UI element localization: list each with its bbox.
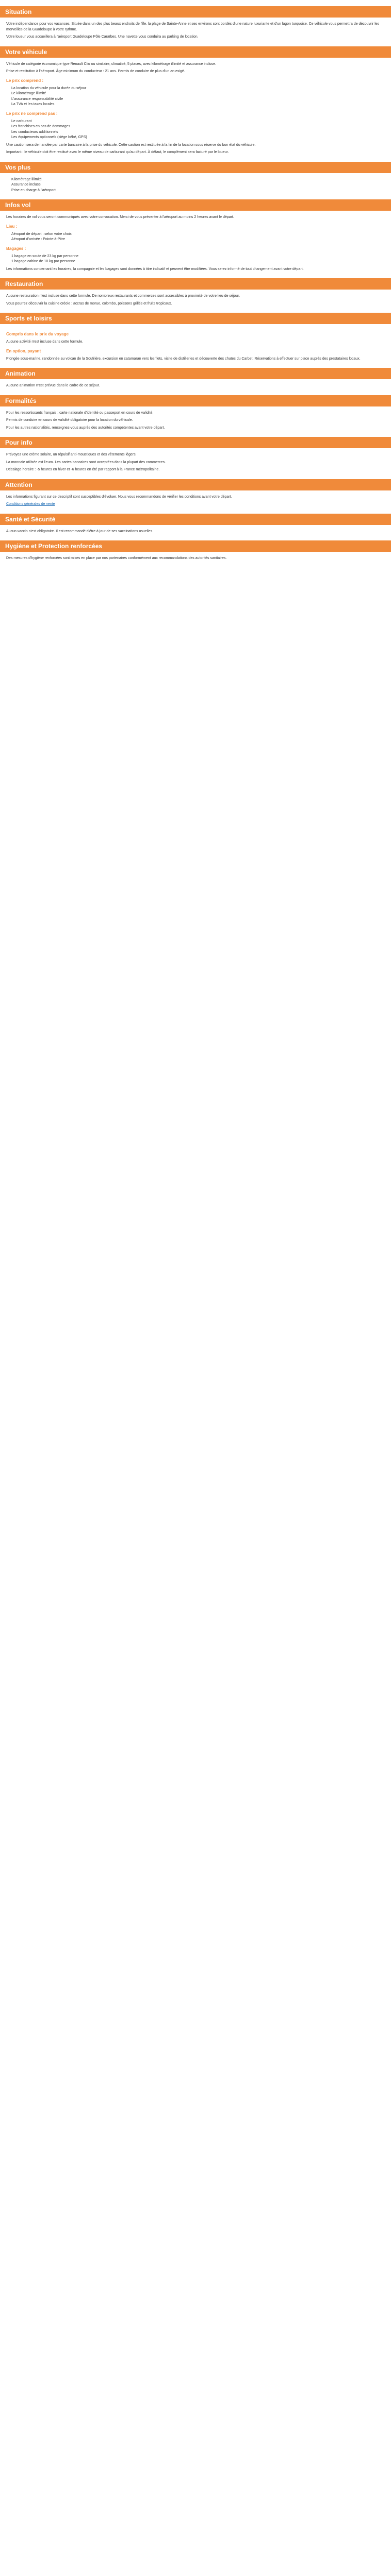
plus-list — [6, 177, 385, 194]
restauration-p2: Vous pourrez découvrir la cuisine créole : accras de morue, colombo, poissons grillés et fruits tropicaux. — [6, 301, 172, 306]
list-item: La TVA et les taxes locales — [11, 103, 55, 106]
vehicule-includes-list — [6, 86, 385, 108]
vehicule-p1: Véhicule de catégorie économique type Renault Clio ou similaire, climatisé, 5 places, avec kilométrage illimité et assurance incluse. — [6, 62, 216, 66]
section-header-sports: Sports et loisirs — [0, 313, 391, 324]
section-header-hygiene: Hygiène et Protection renforcées — [0, 540, 391, 552]
section-header-formalites: Formalités — [0, 395, 391, 406]
infos-vol-lieu-heading: Lieu : — [6, 224, 18, 229]
vehicule-excludes-heading: Le prix ne comprend pas : — [6, 111, 58, 116]
vehicule-includes-heading: Le prix comprend : — [6, 78, 44, 83]
bottom-spacer — [0, 564, 391, 569]
pour-info-p1: Prévoyez une crème solaire, un répulsif anti-moustiques et des vêtements légers. — [6, 453, 137, 456]
list-item: Le carburant — [11, 119, 32, 123]
animation-section — [0, 379, 391, 389]
list-item: Les conducteurs additionnels — [11, 130, 58, 134]
section-header-animation: Animation — [0, 368, 391, 379]
infos-vol-p1: Les horaires de vol vous seront communiqués avec votre convocation. Merci de vous présenter à l'aéroport au moins 2 heures avant le départ. — [6, 215, 234, 219]
sports-p1: Aucune activité n'est incluse dans cette formule. — [6, 340, 84, 344]
list-item: Prise en charge à l'aéroport — [11, 188, 56, 192]
situation-p2: Votre loueur vous accueillera à l'aéroport Guadeloupe Pôle Caraïbes. Une navette vous conduira au parking de location. — [6, 35, 199, 39]
list-item: Aéroport de départ : selon votre choix — [11, 232, 72, 236]
restauration-p1: Aucune restauration n'est incluse dans cette formule. De nombreux restaurants et commerces sont accessibles à proximité de votre lieu de séjour. — [6, 294, 240, 298]
pour-info-p3: Décalage horaire : -5 heures en hiver et -6 heures en été par rapport à la France métropolitaine. — [6, 468, 160, 471]
vehicule-p4: Important : le véhicule doit être restitué avec le même niveau de carburant qu'au départ. À défaut, le complément sera facturé par le loueur. — [6, 150, 229, 154]
sports-heading-2: En option, payant — [6, 348, 41, 353]
situation-p1: Votre indépendance pour vos vacances. Située dans un des plus beaux endroits de l'île, la plage de Sainte-Anne et ses environs sont bordés d'une nature luxuriante et d'un lagon turquoise. Ce véhicule vous permettra de découvrir les merveilles de la Guadeloupe à votre rythme. — [6, 22, 380, 31]
list-item: Aéroport d'arrivée : Pointe-à-Pitre — [11, 238, 66, 241]
page — [0, 6, 391, 569]
vehicule-p3: Une caution sera demandée par carte bancaire à la prise du véhicule. Cette caution est restituée à la fin de la location sous réserve du bon état du véhicule. — [6, 143, 256, 147]
situation-section — [0, 18, 391, 40]
section-header-plus: Vos plus — [0, 162, 391, 173]
infos-vol-lieu-list — [6, 232, 385, 243]
attention-section — [0, 490, 391, 507]
pour-info-section — [0, 448, 391, 473]
attention-p1: Les informations figurant sur ce descriptif sont susceptibles d'évoluer. Nous vous recommandons de vérifier les conditions avant votre départ. — [6, 495, 232, 499]
section-header-situation: Situation — [0, 6, 391, 18]
infos-vol-bagages-list — [6, 254, 385, 265]
list-item: Assurance incluse — [11, 183, 41, 187]
section-header-infos-vol: Infos vol — [0, 199, 391, 211]
list-item: L'assurance responsabilité civile — [11, 97, 63, 101]
vehicule-p2: Prise et restitution à l'aéroport. Âge minimum du conducteur : 21 ans. Permis de conduire de plus d'un an exigé. — [6, 70, 185, 73]
list-item: La location du véhicule pour la durée du séjour — [11, 86, 87, 90]
formalites-p3: Pour les autres nationalités, renseignez-vous auprès des autorités compétentes avant votre départ. — [6, 426, 165, 430]
list-item: Le kilométrage illimité — [11, 92, 46, 95]
infos-vol-p2: Les informations concernant les horaires, la compagnie et les bagages sont données à titre indicatif et peuvent être modifiées. Vous serez informé de tout changement avant votre départ. — [6, 267, 304, 271]
infos-vol-section — [0, 211, 391, 272]
list-item: 1 bagage cabine de 10 kg par personne — [11, 260, 75, 263]
section-header-restauration: Restauration — [0, 278, 391, 290]
sports-heading-1: Compris dans le prix du voyage — [6, 332, 69, 336]
section-header-sante: Santé et Sécurité — [0, 514, 391, 525]
section-header-attention: Attention — [0, 479, 391, 490]
infos-vol-bagages-heading: Bagages : — [6, 246, 26, 251]
sports-p2: Plongée sous-marine, randonnée au volcan de la Soufrière, excursion en catamaran vers les îlets, visite de distilleries et découverte des chutes du Carbet. Réservations à effectuer sur place auprès des prestataires locaux. — [6, 357, 361, 361]
restauration-section — [0, 290, 391, 307]
animation-p1: Aucune animation n'est prévue dans le cadre de ce séjour. — [6, 384, 100, 387]
formalites-p2: Permis de conduire en cours de validité obligatoire pour la location du véhicule. — [6, 418, 133, 422]
formalites-section — [0, 406, 391, 431]
list-item: Les équipements optionnels (siège bébé, GPS) — [11, 135, 87, 139]
section-header-pour-info: Pour info — [0, 437, 391, 448]
pour-info-p2: La monnaie utilisée est l'euro. Les cartes bancaires sont acceptées dans la plupart des commerces. — [6, 460, 166, 464]
section-header-vehicule: Votre véhicule — [0, 46, 391, 58]
list-item: Kilométrage illimité — [11, 177, 42, 181]
sante-p1: Aucun vaccin n'est obligatoire. Il est recommandé d'être à jour de ses vaccinations usuelles. — [6, 529, 154, 533]
formalites-p1: Pour les ressortissants français : carte nationale d'identité ou passeport en cours de validité. — [6, 411, 154, 415]
sante-section — [0, 525, 391, 535]
plus-section — [0, 173, 391, 194]
sports-section — [0, 324, 391, 362]
list-item: Les franchises en cas de dommages — [11, 125, 71, 128]
vehicule-section — [0, 58, 391, 156]
cgv-link[interactable]: Conditions générales de vente — [6, 502, 55, 506]
hygiene-section — [0, 552, 391, 562]
vehicule-excludes-list — [6, 119, 385, 141]
hygiene-p1: Des mesures d'hygiène renforcées sont mises en place par nos partenaires conformément aux recommandations des autorités sanitaires. — [6, 556, 227, 560]
list-item: 1 bagage en soute de 23 kg par personne — [11, 254, 78, 258]
